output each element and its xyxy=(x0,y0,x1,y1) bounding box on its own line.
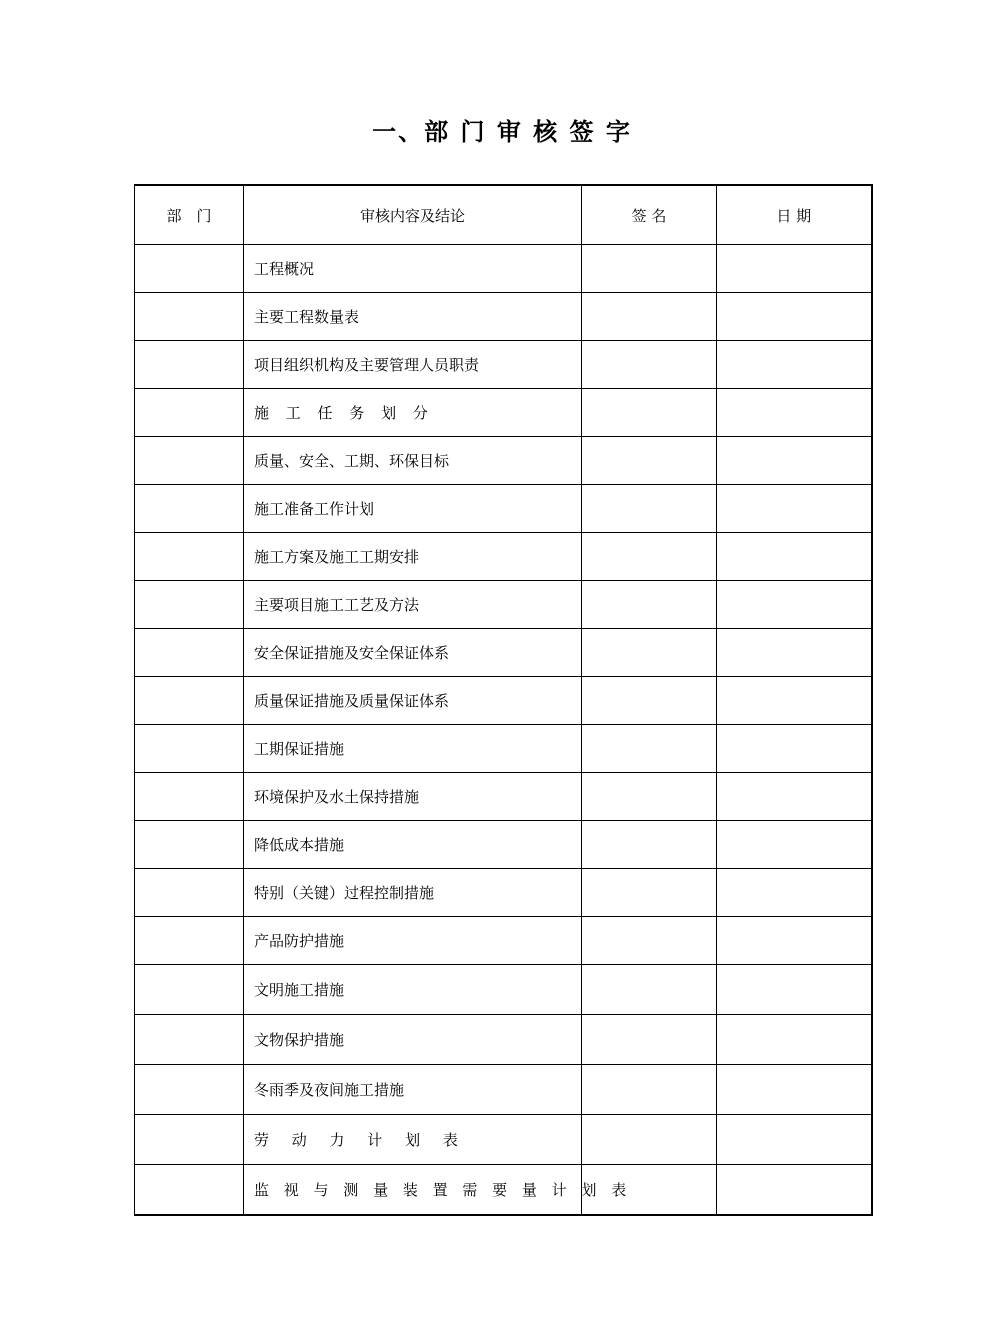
date-cell xyxy=(717,341,872,389)
signature-cell xyxy=(582,629,717,677)
table-row xyxy=(135,389,872,437)
page-title: 一、部 门 审 核 签 字 xyxy=(372,118,632,146)
table-row xyxy=(135,1065,872,1115)
date-cell xyxy=(717,1015,872,1065)
signature-cell xyxy=(582,869,717,917)
table-row xyxy=(135,437,872,485)
date-cell xyxy=(717,917,872,965)
signature-cell xyxy=(582,341,717,389)
signature-cell xyxy=(582,1065,717,1115)
content-cell: 施工方案及施工工期安排 xyxy=(244,533,582,581)
signature-cell xyxy=(582,581,717,629)
signature-cell xyxy=(582,821,717,869)
date-cell xyxy=(717,1115,872,1165)
content-cell: 施工准备工作计划 xyxy=(244,485,582,533)
department-cell xyxy=(135,1065,244,1115)
table-row xyxy=(135,629,872,677)
date-cell xyxy=(717,581,872,629)
content-cell: 安全保证措施及安全保证体系 xyxy=(244,629,582,677)
date-cell xyxy=(717,965,872,1015)
table-row xyxy=(135,725,872,773)
signature-cell xyxy=(582,725,717,773)
table-row xyxy=(135,245,872,293)
date-cell xyxy=(717,1165,872,1216)
department-cell xyxy=(135,773,244,821)
content-cell: 工期保证措施 xyxy=(244,725,582,773)
date-cell xyxy=(717,677,872,725)
header-signature: 签 名 xyxy=(582,185,717,245)
signature-cell xyxy=(582,293,717,341)
header-content: 审核内容及结论 xyxy=(244,185,582,245)
signature-cell xyxy=(582,245,717,293)
date-cell xyxy=(717,869,872,917)
content-cell: 文物保护措施 xyxy=(244,1015,582,1065)
signature-cell xyxy=(582,917,717,965)
department-cell xyxy=(135,869,244,917)
department-cell xyxy=(135,965,244,1015)
content-cell: 质量、安全、工期、环保目标 xyxy=(244,437,582,485)
content-cell: 降低成本措施 xyxy=(244,821,582,869)
signature-cell xyxy=(582,1015,717,1065)
header-department: 部 门 xyxy=(135,185,244,245)
content-cell: 产品防护措施 xyxy=(244,917,582,965)
signature-cell xyxy=(582,485,717,533)
table-row xyxy=(135,773,872,821)
date-cell xyxy=(717,437,872,485)
date-cell xyxy=(717,1065,872,1115)
table-row xyxy=(135,293,872,341)
table-row xyxy=(135,917,872,965)
department-cell xyxy=(135,1015,244,1065)
content-cell: 主要项目施工工艺及方法 xyxy=(244,581,582,629)
department-cell xyxy=(135,485,244,533)
signature-cell xyxy=(582,533,717,581)
department-cell xyxy=(135,725,244,773)
content-cell: 文明施工措施 xyxy=(244,965,582,1015)
header-date: 日 期 xyxy=(717,185,872,245)
department-cell xyxy=(135,389,244,437)
table-row xyxy=(135,869,872,917)
content-cell: 质量保证措施及质量保证体系 xyxy=(244,677,582,725)
table-row xyxy=(135,821,872,869)
department-cell xyxy=(135,821,244,869)
table-row xyxy=(135,1165,872,1216)
signature-cell xyxy=(582,389,717,437)
table-row xyxy=(135,581,872,629)
department-cell xyxy=(135,1165,244,1216)
date-cell xyxy=(717,821,872,869)
content-cell: 主要工程数量表 xyxy=(244,293,582,341)
department-cell xyxy=(135,245,244,293)
content-cell: 监 视 与 测 量 装 置 需 要 量 计 划 表 xyxy=(244,1165,582,1216)
department-cell xyxy=(135,437,244,485)
department-cell xyxy=(135,581,244,629)
content-cell: 环境保护及水土保持措施 xyxy=(244,773,582,821)
date-cell xyxy=(717,629,872,677)
content-cell: 特别（关键）过程控制措施 xyxy=(244,869,582,917)
content-cell: 冬雨季及夜间施工措施 xyxy=(244,1065,582,1115)
date-cell xyxy=(717,533,872,581)
date-cell xyxy=(717,293,872,341)
table-row xyxy=(135,1015,872,1065)
table-row xyxy=(135,677,872,725)
signature-cell xyxy=(582,437,717,485)
content-cell: 施 工 任 务 划 分 xyxy=(244,389,582,437)
table-row xyxy=(135,341,872,389)
signature-cell xyxy=(582,773,717,821)
content-cell: 项目组织机构及主要管理人员职责 xyxy=(244,341,582,389)
signature-cell xyxy=(582,677,717,725)
table-row xyxy=(135,965,872,1015)
date-cell xyxy=(717,773,872,821)
date-cell xyxy=(717,725,872,773)
content-cell: 劳 动 力 计 划 表 xyxy=(244,1115,582,1165)
department-cell xyxy=(135,1115,244,1165)
department-cell xyxy=(135,677,244,725)
date-cell xyxy=(717,389,872,437)
table-header-row xyxy=(135,185,872,245)
department-cell xyxy=(135,629,244,677)
signature-cell xyxy=(582,1115,717,1165)
department-cell xyxy=(135,917,244,965)
date-cell xyxy=(717,245,872,293)
department-cell xyxy=(135,341,244,389)
date-cell xyxy=(717,485,872,533)
audit-signature-table xyxy=(134,184,873,1216)
content-cell: 工程概况 xyxy=(244,245,582,293)
department-cell xyxy=(135,533,244,581)
table-row xyxy=(135,485,872,533)
department-cell xyxy=(135,293,244,341)
table-row xyxy=(135,533,872,581)
table-row xyxy=(135,1115,872,1165)
signature-cell xyxy=(582,965,717,1015)
